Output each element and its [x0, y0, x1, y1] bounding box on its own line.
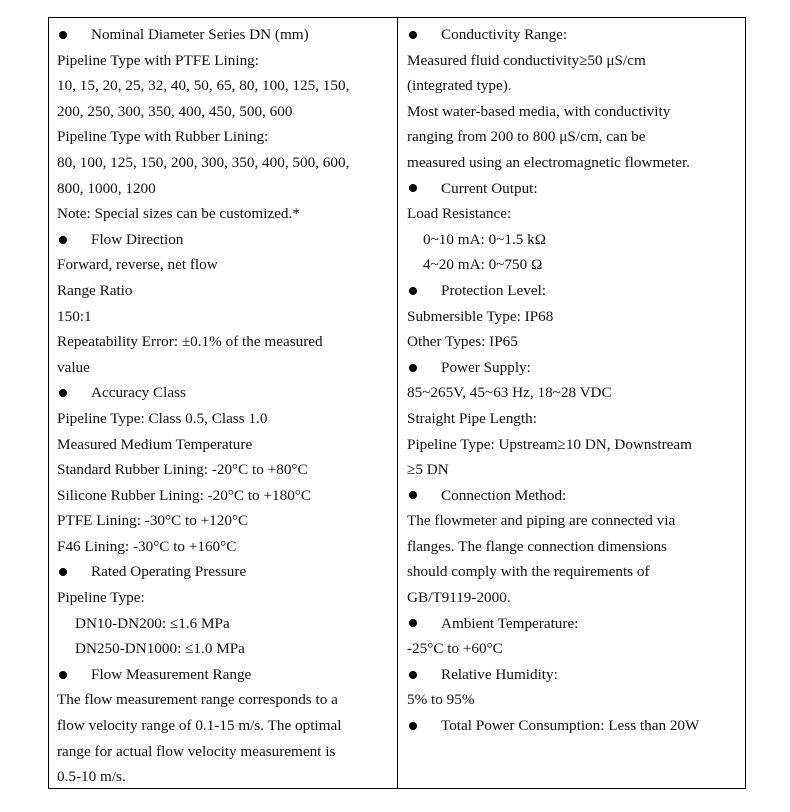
- section-heading: Connection Method:: [441, 486, 567, 504]
- repeatability-line-1: Repeatability Error: ±0.1% of the measured: [57, 333, 323, 351]
- straight-pipe-line-2: ≥5 DN: [407, 461, 449, 479]
- bullet-icon: [409, 184, 417, 192]
- custom-size-note: Note: Special sizes can be customized.*: [57, 205, 300, 223]
- bullet-icon: [59, 671, 67, 679]
- section-protection-level: [407, 278, 737, 304]
- pressure-label: Pipeline Type:: [57, 589, 145, 607]
- accuracy-value: Pipeline Type: Class 0.5, Class 1.0: [57, 409, 268, 427]
- flow-direction-value: Forward, reverse, net flow: [57, 256, 218, 274]
- spec-table: [48, 17, 746, 789]
- section-flow-range: [57, 662, 389, 688]
- flow-range-line-3: range for actual flow velocity measurement is: [57, 742, 336, 760]
- flow-range-line-2: flow velocity range of 0.1-15 m/s. The optimal: [57, 717, 342, 735]
- section-heading: Protection Level:: [441, 281, 547, 299]
- temp-standard-rubber: Standard Rubber Lining: -20°C to +80°C: [57, 461, 308, 479]
- ptfe-sizes-line-2: 200, 250, 300, 350, 400, 450, 500, 600: [57, 102, 293, 120]
- section-power-consumption: [407, 713, 737, 739]
- rubber-sizes-line-2: 800, 1000, 1200: [57, 179, 156, 197]
- flow-range-line-1: The flow measurement range corresponds to a: [57, 691, 338, 709]
- straight-pipe-label: Straight Pipe Length:: [407, 409, 537, 427]
- bullet-icon: [59, 236, 67, 244]
- section-current-output: [407, 176, 737, 202]
- section-heading: Accuracy Class: [91, 384, 186, 402]
- section-connection-method: [407, 483, 737, 509]
- section-conductivity: [407, 22, 737, 48]
- section-heading: Power Supply:: [441, 358, 531, 376]
- pressure-dn10-dn200: DN10-DN200: ≤1.6 MPa: [75, 614, 230, 632]
- bullet-icon: [409, 491, 417, 499]
- connection-line-4: GB/T9119-2000.: [407, 589, 511, 607]
- bullet-icon: [59, 389, 67, 397]
- range-ratio-label: Range Ratio: [57, 281, 133, 299]
- ptfe-label: Pipeline Type with PTFE Lining:: [57, 51, 259, 69]
- rubber-sizes-line-1: 80, 100, 125, 150, 200, 300, 350, 400, 500, 600,: [57, 153, 350, 171]
- bullet-icon: [409, 364, 417, 372]
- conductivity-line-3: Most water-based media, with conductivity: [407, 102, 671, 120]
- section-heading: Flow Direction: [91, 230, 184, 248]
- connection-line-1: The flowmeter and piping are connected via: [407, 512, 676, 530]
- section-ambient-temperature: [407, 611, 737, 637]
- repeatability-line-2: value: [57, 358, 90, 376]
- bullet-icon: [409, 722, 417, 730]
- section-heading: Ambient Temperature:: [441, 614, 579, 632]
- section-nominal-diameter: [57, 22, 389, 48]
- section-heading: Relative Humidity:: [441, 665, 558, 683]
- section-flow-direction: [57, 227, 389, 253]
- range-ratio-value: 150:1: [57, 307, 92, 325]
- section-heading: Current Output:: [441, 179, 538, 197]
- ambient-temperature-value: -25°C to +60°C: [407, 640, 503, 658]
- ptfe-sizes-line-1: 10, 15, 20, 25, 32, 40, 50, 65, 80, 100, 125, 150,: [57, 77, 350, 95]
- conductivity-line-2: (integrated type).: [407, 77, 512, 95]
- bullet-icon: [59, 568, 67, 576]
- section-heading: Conductivity Range:: [441, 26, 568, 43]
- section-rated-pressure: [57, 559, 389, 585]
- conductivity-line-5: measured using an electromagnetic flowmeter.: [407, 153, 690, 171]
- section-relative-humidity: [407, 662, 737, 688]
- straight-pipe-line-1: Pipeline Type: Upstream≥10 DN, Downstream: [407, 435, 692, 453]
- rubber-label: Pipeline Type with Rubber Lining:: [57, 128, 269, 146]
- section-accuracy-class: [57, 380, 389, 406]
- conductivity-line-4: ranging from 200 to 800 μS/cm, can be: [407, 128, 646, 146]
- temp-ptfe: PTFE Lining: -30°C to +120°C: [57, 512, 249, 530]
- temp-silicone-rubber: Silicone Rubber Lining: -20°C to +180°C: [57, 486, 311, 504]
- connection-line-2: flanges. The flange connection dimensions: [407, 537, 667, 555]
- flow-range-line-4: 0.5-10 m/s.: [57, 768, 126, 786]
- load-0-10ma: 0~10 mA: 0~1.5 kΩ: [423, 230, 547, 248]
- load-resistance-label: Load Resistance:: [407, 205, 512, 223]
- relative-humidity-value: 5% to 95%: [407, 691, 475, 709]
- pressure-dn250-dn1000: DN250-DN1000: ≤1.0 MPa: [75, 640, 245, 658]
- power-supply-value: 85~265V, 45~63 Hz, 18~28 VDC: [407, 384, 612, 402]
- section-power-supply: [407, 355, 737, 381]
- protection-other: Other Types: IP65: [407, 333, 518, 351]
- section-heading: Rated Operating Pressure: [91, 563, 247, 581]
- left-column: [49, 18, 398, 788]
- section-heading: Total Power Consumption: Less than 20W: [441, 717, 700, 735]
- right-column: [398, 18, 745, 788]
- section-heading: Nominal Diameter Series DN (mm): [91, 26, 309, 43]
- medium-temperature-label: Measured Medium Temperature: [57, 435, 253, 453]
- connection-line-3: should comply with the requirements of: [407, 563, 650, 581]
- load-4-20ma: 4~20 mA: 0~750 Ω: [423, 256, 543, 274]
- bullet-icon: [59, 31, 67, 39]
- conductivity-line-1: Measured fluid conductivity≥50 μS/cm: [407, 51, 646, 69]
- section-heading: Flow Measurement Range: [91, 665, 252, 683]
- protection-submersible: Submersible Type: IP68: [407, 307, 554, 325]
- bullet-icon: [409, 671, 417, 679]
- bullet-icon: [409, 619, 417, 627]
- bullet-icon: [409, 31, 417, 39]
- temp-f46: F46 Lining: -30°C to +160°C: [57, 537, 237, 555]
- bullet-icon: [409, 287, 417, 295]
